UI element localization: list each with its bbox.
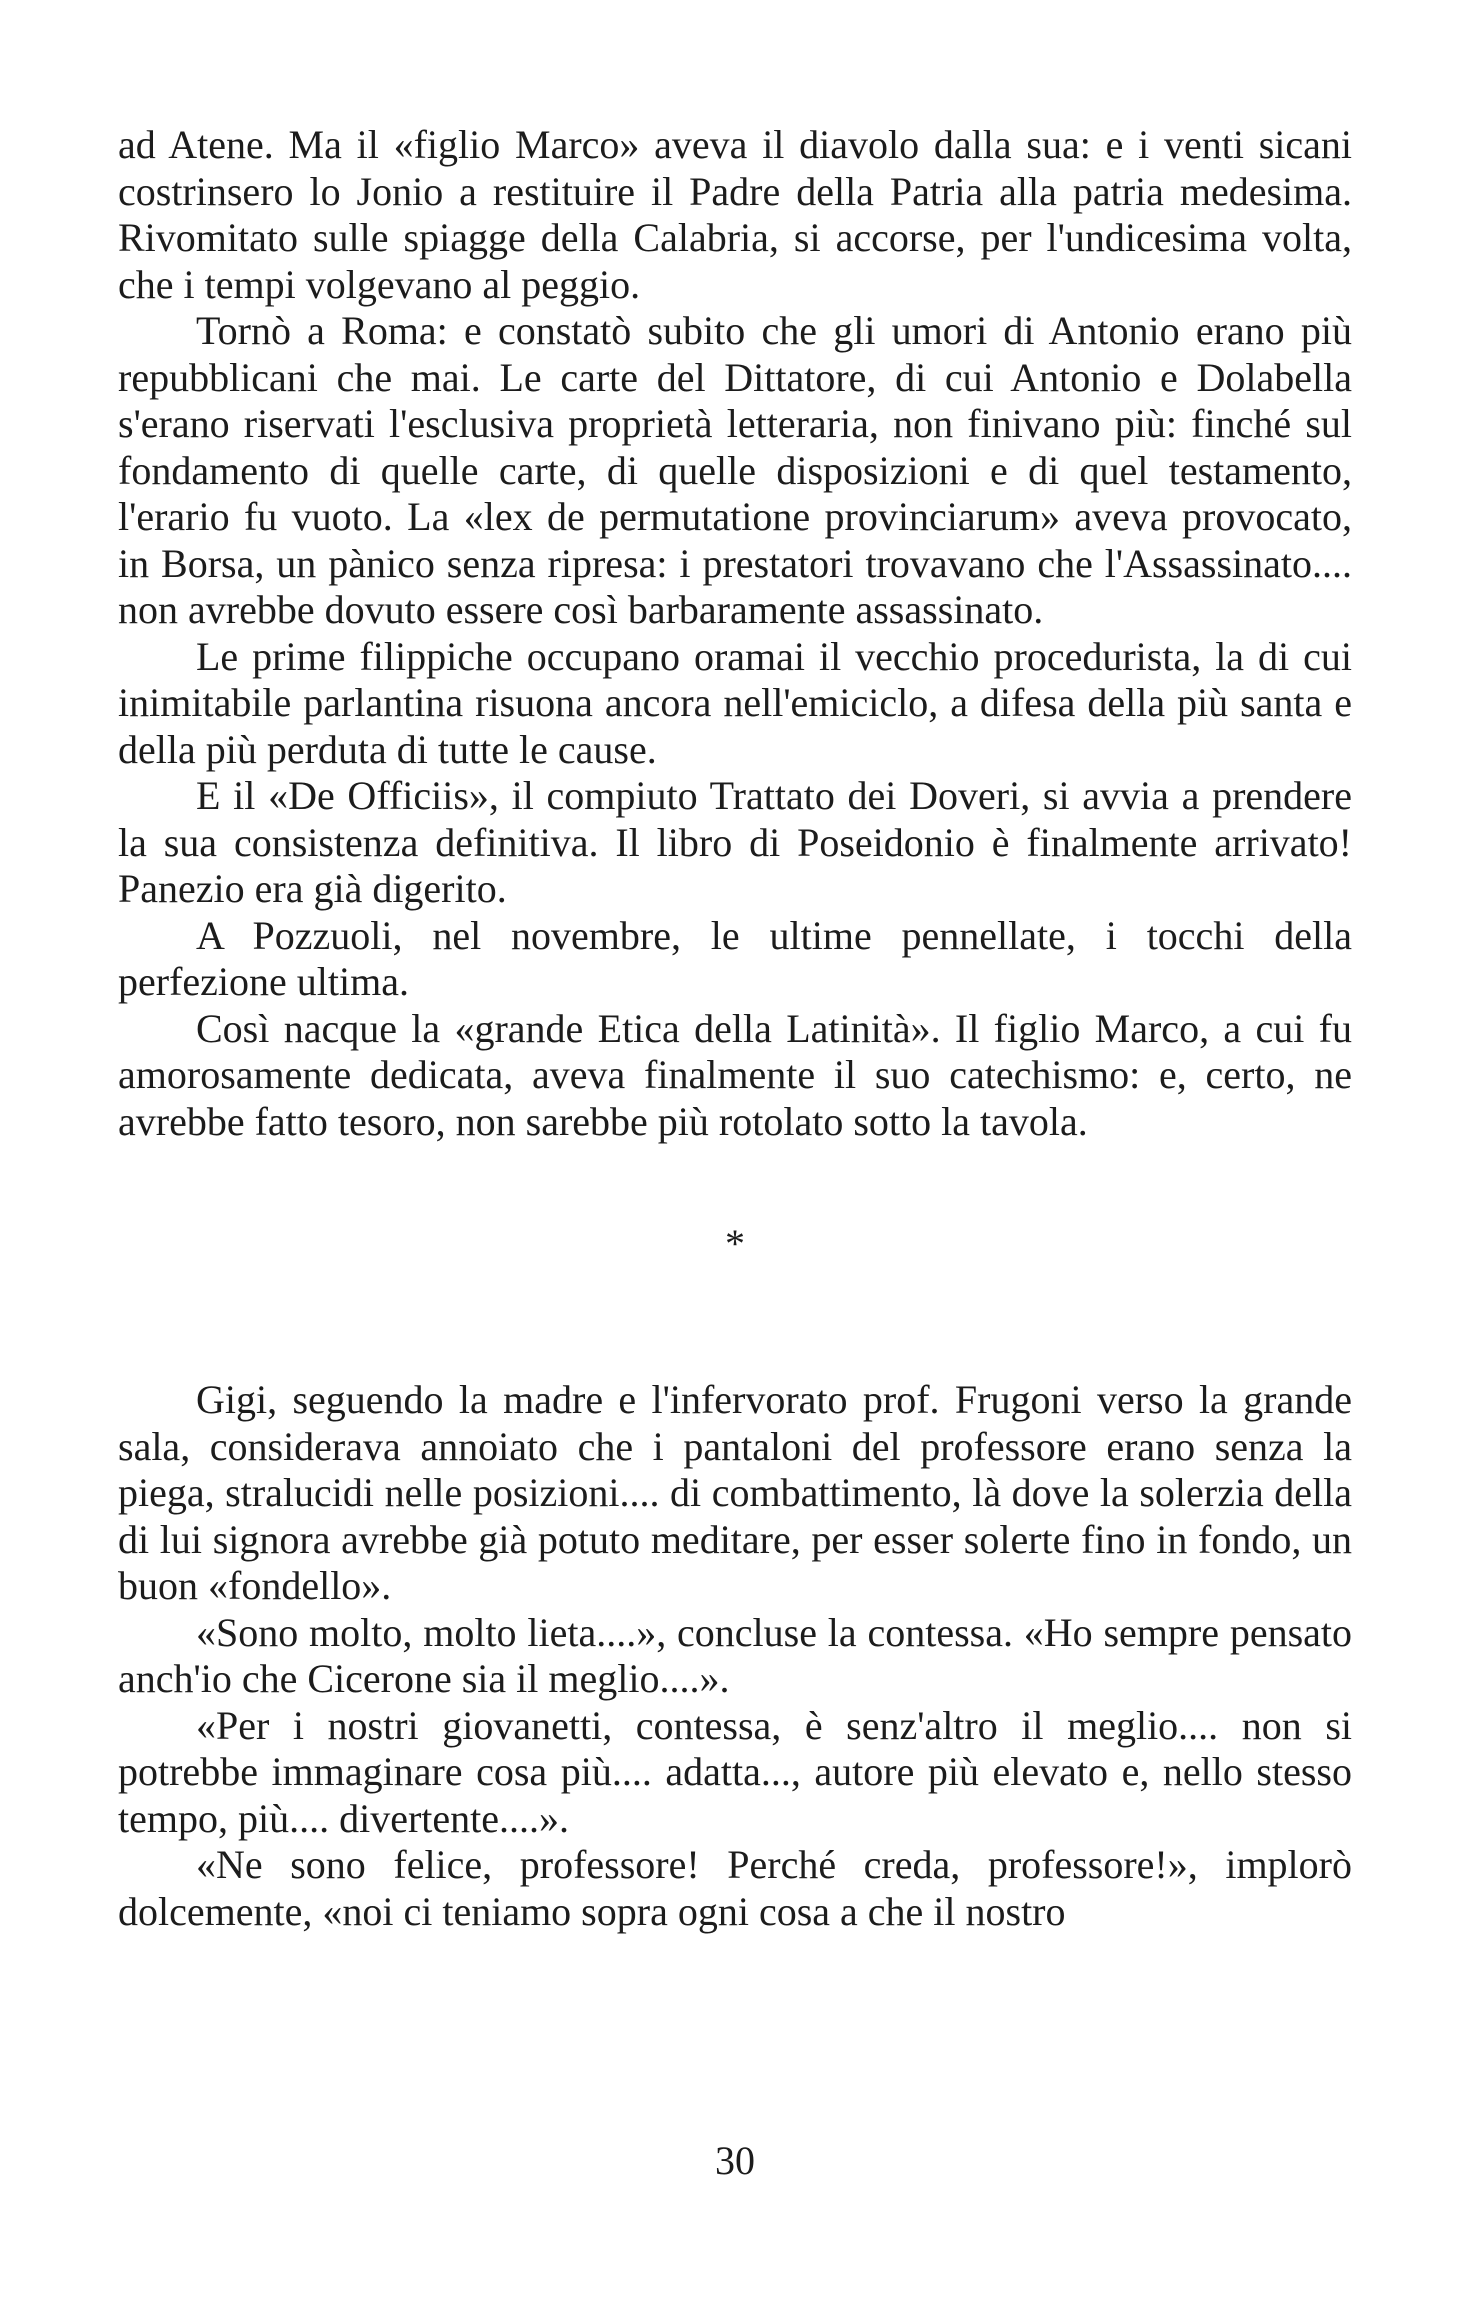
- paragraph: Le prime filippiche occupano oramai il vecchio procedurista, la di cui inimitabile parlantina risuona ancora nell'emiciclo, a difesa della più santa e della più perduta di tutte le cause.: [118, 633, 1352, 772]
- paragraph: Tornò a Roma: e constatò subito che gli umori di Antonio erano più repubblicani che mai. Le carte del Dittatore, di cui Antonio e Dolabella s'erano riservati l'esclusiva proprietà letteraria, non finivano più: finché sul fondamento di quelle carte, di quelle disposizioni e di quel testamento, l'erario fu vuoto. La «lex de permutatione provinciarum» aveva provocato, in Borsa, un pànico senza ripresa: i prestatori trovavano che l'Assassinato.... non avrebbe dovuto essere così barbaramente assassinato.: [118, 308, 1352, 632]
- paragraph: «Per i nostri giovanetti, contessa, è senz'altro il meglio.... non si potrebbe immaginare cosa più.... adatta..., autore più elevato e, nello stesso tempo, più.... divertente....».: [118, 1702, 1352, 1841]
- paragraph: E il «De Officiis», il compiuto Trattato dei Doveri, si avvia a prendere la sua consistenza definitiva. Il libro di Poseidonio è finalmente arrivato! Panezio era già digerito.: [118, 773, 1352, 911]
- paragraph: A Pozzuoli, nel novembre, le ultime pennellate, i tocchi della perfezione ultima.: [118, 912, 1352, 1004]
- paragraph: «Sono molto, molto lieta....», concluse la contessa. «Ho sempre pensato anch'io che Cicerone sia il meglio....».: [118, 1609, 1352, 1701]
- paragraph: ad Atene. Ma il «figlio Marco» aveva il diavolo dalla sua: e i venti sicani costrinsero lo Jonio a restituire il Padre della Patria alla patria medesima. Rivomitato sulle spiagge della Calabria, si accorse, per l'undicesima volta, che i tempi volgevano al peggio.: [118, 122, 1352, 307]
- page-body: [118, 122, 1352, 1935]
- text-section-bottom: [118, 1377, 1352, 1935]
- paragraph: «Ne sono felice, professore! Perché creda, professore!», implorò dolcemente, «noi ci teniamo sopra ogni cosa a che il nostro: [118, 1842, 1352, 1934]
- text-section-top: [118, 122, 1352, 1145]
- paragraph: Così nacque la «grande Etica della Latinità». Il figlio Marco, a cui fu amorosamente dedicata, aveva finalmente il suo catechismo: e, certo, ne avrebbe fatto tesoro, non sarebbe più rotolato sotto la tavola.: [118, 1005, 1352, 1144]
- page-number: 30: [715, 2138, 755, 2183]
- section-separator: *: [725, 1221, 745, 1266]
- paragraph: Gigi, seguendo la madre e l'infervorato prof. Frugoni verso la grande sala, considerava annoiato che i pantaloni del professore erano senza la piega, stralucidi nelle posizioni.... di combattimento, là dove la solerzia della di lui signora avrebbe già potuto meditare, per esser solerte fino in fondo, un buon «fondello».: [118, 1377, 1352, 1608]
